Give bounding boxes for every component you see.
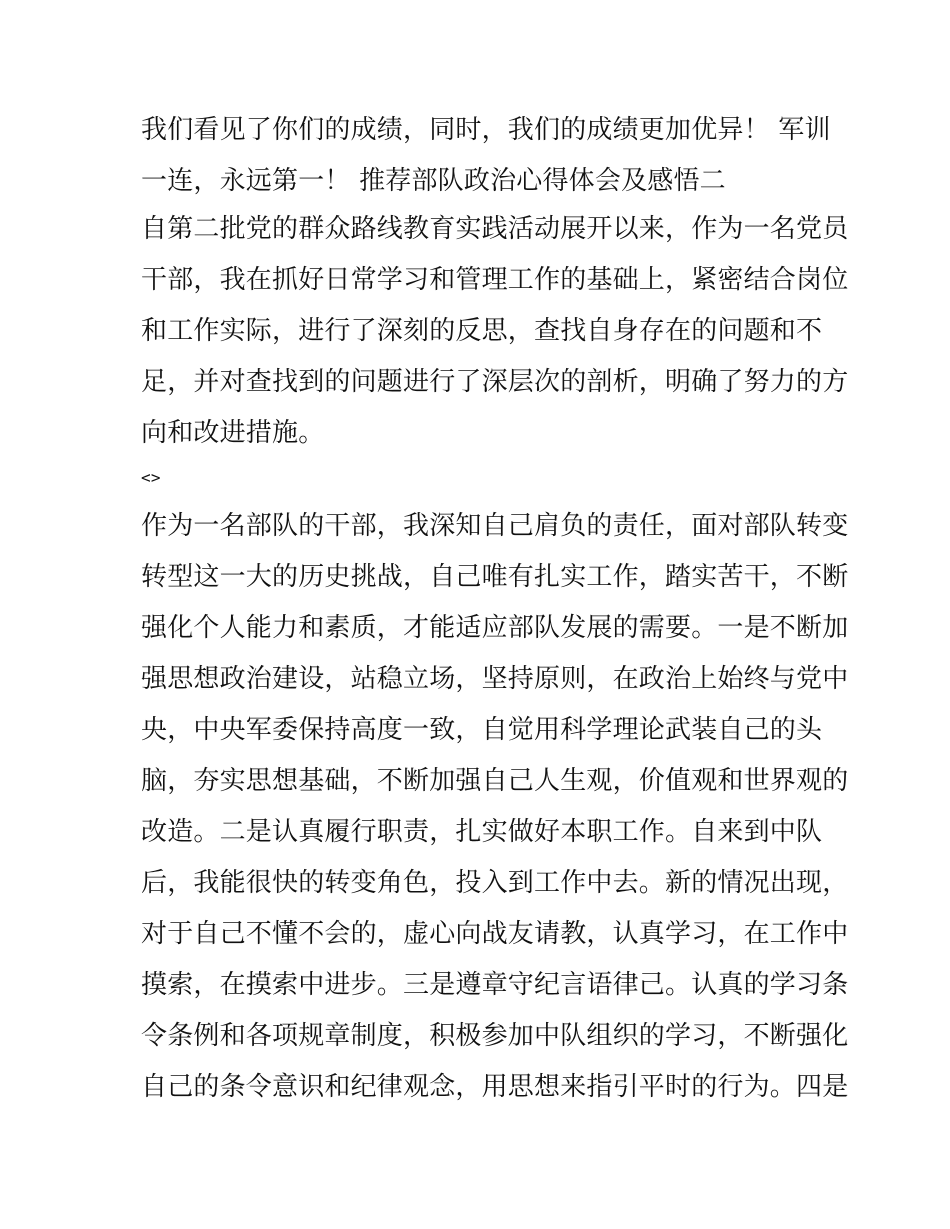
text-line: 自己的条令意识和纪律观念，用思想来指引平时的行为。四是 <box>141 1072 849 1102</box>
text-line: 后，我能很快的转变角色，投入到工作中去。新的情况出现， <box>141 868 849 898</box>
text-line: 和工作实际，进行了深刻的反思，查找自身存在的问题和不 <box>141 316 823 346</box>
placeholder-marker: <> <box>141 468 161 487</box>
text-line: 向和改进措施。 <box>141 418 325 448</box>
text-line: 令条例和各项规章制度，积极参加中队组织的学习，不断强化 <box>141 1021 849 1051</box>
text-line: 脑，夯实思想基础，不断加强自己人生观，价值观和世界观的 <box>141 766 849 796</box>
text-line: 我们看见了你们的成绩，同时，我们的成绩更加优异！ 军训 <box>141 115 831 145</box>
text-line: 转型这一大的历史挑战，自己唯有扎实工作，踏实苦干，不断 <box>141 562 849 592</box>
text-line: 干部，我在抓好日常学习和管理工作的基础上，紧密结合岗位 <box>141 265 849 295</box>
text-line: 作为一名部队的干部，我深知自己肩负的责任，面对部队转变 <box>141 511 849 541</box>
text-line: 改造。二是认真履行职责，扎实做好本职工作。自来到中队 <box>141 817 823 847</box>
text-line: 自第二批党的群众路线教育实践活动展开以来，作为一名党员 <box>141 214 849 244</box>
text-line: 强化个人能力和素质，才能适应部队发展的需要。一是不断加 <box>141 613 849 643</box>
text-line: 央，中央军委保持高度一致，自觉用科学理论武装自己的头 <box>141 715 823 745</box>
text-line: 摸索，在摸索中进步。三是遵章守纪言语律己。认真的学习条 <box>141 970 849 1000</box>
text-line: 对于自己不懂不会的，虚心向战友请教，认真学习，在工作中 <box>141 919 849 949</box>
text-line: 足，并对查找到的问题进行了深层次的剖析，明确了努力的方 <box>141 367 849 397</box>
text-line: 一连，永远第一！ 推荐部队政治心得体会及感悟二 <box>141 166 726 196</box>
text-line: 强思想政治建设，站稳立场，坚持原则，在政治上始终与党中 <box>141 664 849 694</box>
